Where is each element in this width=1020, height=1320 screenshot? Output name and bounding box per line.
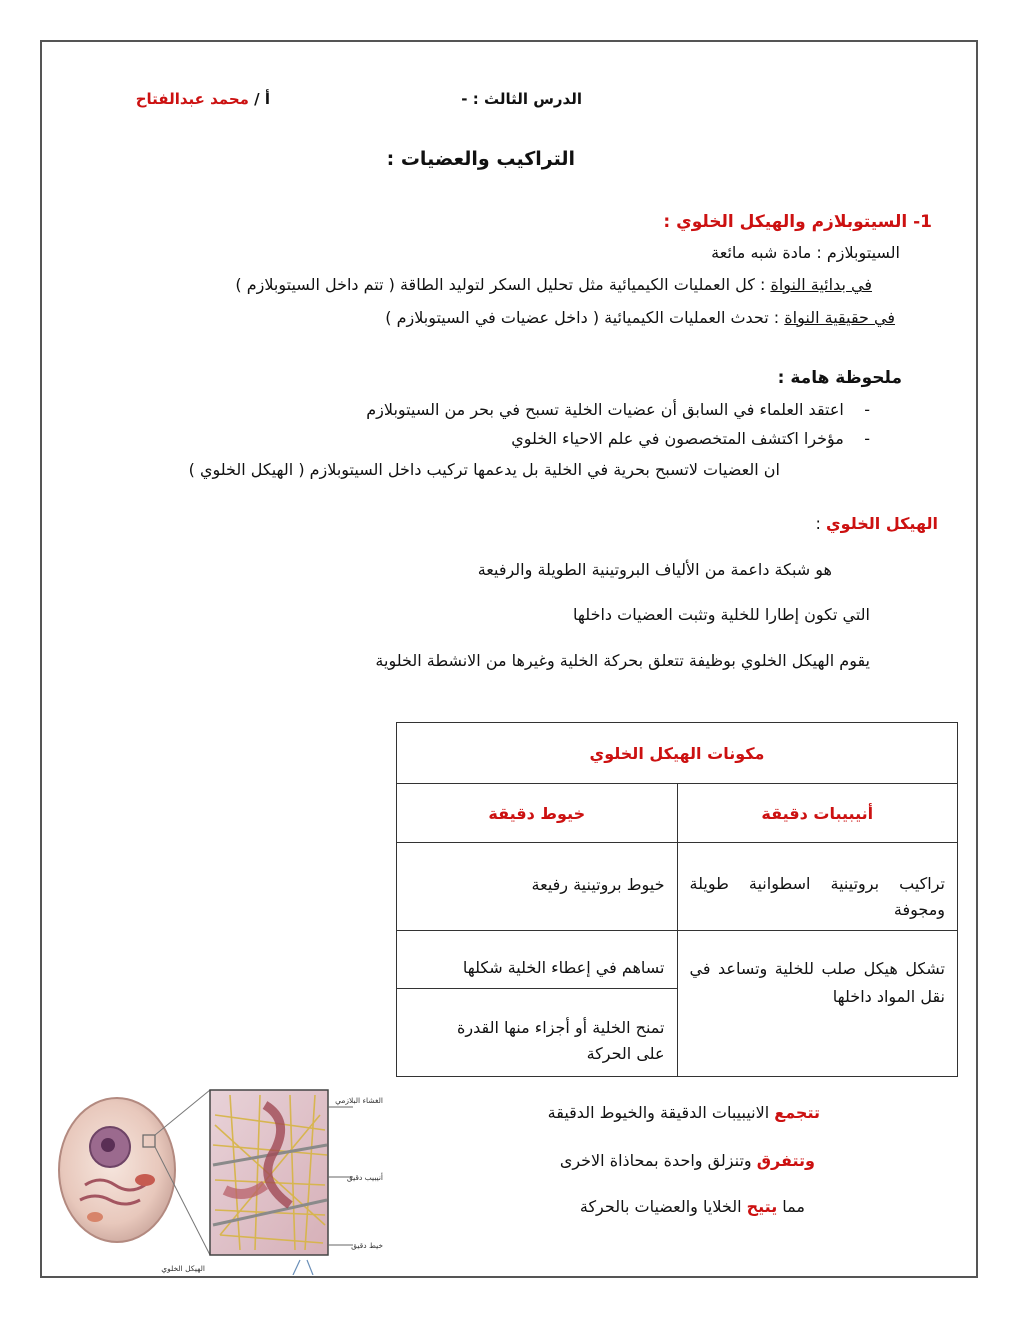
cell-body — [59, 1098, 175, 1242]
label-filament: خيط دقيق — [351, 1241, 383, 1250]
eukaryotes-line — [385, 308, 895, 327]
note-item-text: مؤخرا اكتشف المتخصصون في علم الاحياء الخلوي — [511, 429, 844, 448]
page-title: التراكيب والعضيات : — [386, 148, 575, 170]
table-title: مكونات الهيكل الخلوي — [397, 723, 958, 784]
cytoplasm-definition: السيتوبلازم : مادة شبه مائعة — [711, 243, 900, 262]
cytoskeleton-illustration — [55, 1085, 385, 1275]
filaments-function-movement: تمنح الخلية أو أجزاء منها القدرة على الحركة — [397, 989, 678, 1077]
microtubules-structure: تراكيب بروتينية اسطوانية طويلة ومجوفة — [677, 843, 958, 931]
section1-heading: 1- السيتوبلازم والهيكل الخلوي : — [663, 212, 932, 232]
prokaryotes-line — [235, 275, 872, 294]
prokaryotes-label: في بدائية النواة — [770, 275, 872, 294]
components-table — [396, 722, 958, 1077]
label-cytoskeleton: الهيكل الخلوي — [161, 1264, 205, 1273]
note-item-1 — [366, 400, 870, 419]
filaments-structure: خيوط بروتينية رفيعة — [397, 843, 678, 931]
author-prefix: أ / — [254, 90, 270, 108]
cytoskeleton-line-1: هو شبكة داعمة من الألياف البروتينية الطويلة والرفيعة — [477, 560, 832, 579]
cytoskeleton-line-2: التي تكون إطارا للخلية وتثبت العضيات داخلها — [573, 605, 870, 624]
bottom-line-2: وتتفرق وتنزلق واحدة بمحاذاة الاخرى — [559, 1151, 815, 1170]
note-item-text: اعتقد العلماء في السابق أن عضيات الخلية تسبح في بحر من السيتوبلازم — [366, 400, 844, 419]
column-filaments: خيوط دقيقة — [397, 784, 678, 843]
author — [136, 90, 270, 108]
eukaryotes-text: : تحدث العمليات الكيميائية ( داخل عضيات في السيتوبلازم ) — [385, 308, 785, 327]
note-item-2 — [511, 429, 870, 448]
cytoskeleton-heading: الهيكل الخلوي : — [815, 514, 938, 533]
note-conclusion: ان العضيات لاتسبح بحرية في الخلية بل يدعمها تركيب داخل السيتوبلازم ( الهيكل الخلوي ) — [188, 460, 780, 479]
cytoskeleton-line-3: يقوم الهيكل الخلوي بوظيفة تتعلق بحركة الخلية وغيرها من الانشطة الخلوية — [375, 651, 870, 670]
note-bullet: - — [864, 400, 870, 419]
prokaryotes-text: : كل العمليات الكيميائية مثل تحليل السكر لتوليد الطاقة ( تتم داخل السيتوبلازم ) — [235, 275, 771, 294]
bottom-line-3: مما يتيح الخلايا والعضيات بالحركة — [579, 1197, 805, 1216]
bottom-line-1: تتجمع الانيبيبات الدقيقة والخيوط الدقيقة — [547, 1103, 820, 1122]
column-microtubules: أنيبيبات دقيقة — [677, 784, 958, 843]
filaments-function-shape: تساهم في إعطاء الخلية شكلها — [397, 931, 678, 989]
label-microtubule: أنيبيب دقيق — [346, 1173, 383, 1182]
note-heading: ملحوظة هامة : — [777, 368, 902, 388]
lesson-label: الدرس الثالث : - — [461, 90, 582, 108]
microtubules-function: تشكل هيكل صلب للخلية وتساعد في نقل المواد داخلها — [677, 931, 958, 1077]
label-plasma-membrane: الغشاء البلازمي — [335, 1096, 383, 1105]
note-bullet: - — [864, 429, 870, 448]
eukaryotes-label: في حقيقية النواة — [784, 308, 895, 327]
author-name: محمد عبدالفتاح — [135, 90, 249, 108]
